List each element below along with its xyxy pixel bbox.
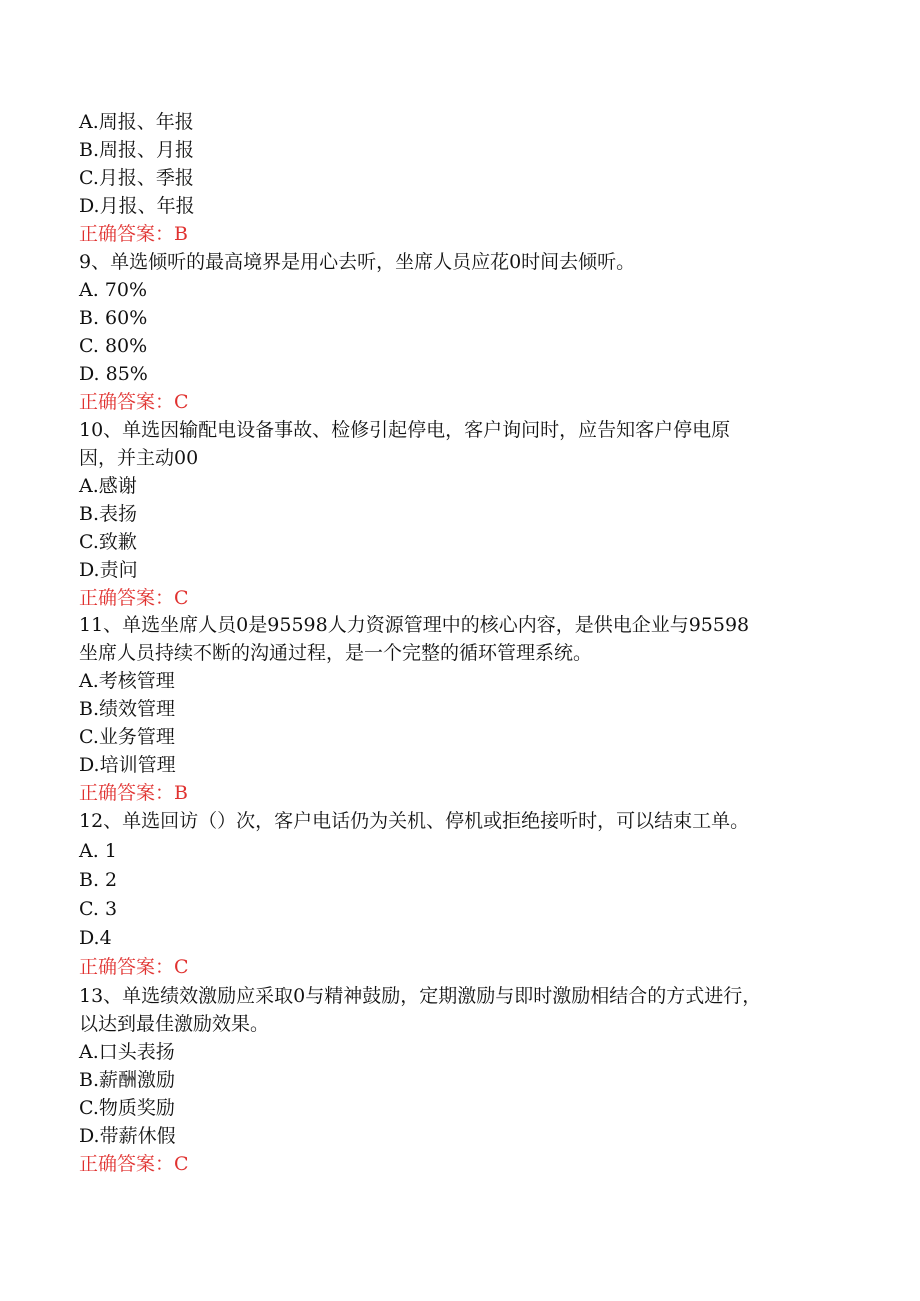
question-10-text-line-2: 因，并主动00 — [79, 447, 199, 469]
option-b: B.周报、月报 — [79, 139, 195, 161]
option-d: D.责问 — [79, 559, 138, 581]
answer-value: C — [174, 956, 189, 978]
question-13-text-line-2: 以达到最佳激励效果。 — [79, 1013, 270, 1035]
question-13-text-line-1: 13、单选绩效激励应采取0与精神鼓励，定期激励与即时激励相结合的方式进行， — [79, 985, 762, 1007]
answer-label: 正确答案： — [79, 1153, 175, 1175]
option-b: B.绩效管理 — [79, 698, 176, 720]
option-d: D. 85% — [79, 363, 148, 385]
answer-label: 正确答案： — [79, 223, 175, 245]
correct-answer — [79, 586, 189, 610]
answer-value: C — [174, 1153, 189, 1175]
answer-label: 正确答案： — [79, 782, 175, 804]
question-9-text: 9、单选倾听的最高境界是用心去听，坐席人员应花0时间去倾听。 — [79, 251, 636, 273]
option-c: C.月报、季报 — [79, 167, 194, 189]
option-a: A. 70% — [79, 279, 148, 301]
option-c: C.物质奖励 — [79, 1097, 175, 1119]
option-d: D.培训管理 — [79, 754, 176, 776]
correct-answer — [79, 1152, 189, 1176]
option-d: D.4 — [79, 927, 112, 949]
option-d: D.带薪休假 — [79, 1125, 176, 1147]
option-b: B.薪酬激励 — [79, 1069, 176, 1091]
option-c: C. 80% — [79, 335, 148, 357]
option-d: D.月报、年报 — [79, 195, 195, 217]
question-11-text-line-2: 坐席人员持续不断的沟通过程，是一个完整的循环管理系统。 — [79, 642, 593, 664]
option-a: A.口头表扬 — [79, 1041, 175, 1063]
answer-value: C — [174, 391, 189, 413]
answer-label: 正确答案： — [79, 956, 175, 978]
correct-answer — [79, 222, 188, 246]
option-a: A. 1 — [79, 840, 117, 862]
option-a: A.考核管理 — [79, 670, 175, 692]
answer-label: 正确答案： — [79, 587, 175, 609]
question-10-text-line-1: 10、单选因输配电设备事故、检修引起停电，客户询问时，应告知客户停电原 — [79, 419, 731, 441]
option-b: B.表扬 — [79, 503, 138, 525]
option-c: C.业务管理 — [79, 726, 175, 748]
option-c: C.致歉 — [79, 531, 137, 553]
answer-label: 正确答案： — [79, 391, 175, 413]
answer-value: C — [174, 587, 189, 609]
question-11-text-line-1: 11、单选坐席人员0是95598人力资源管理中的核心内容，是供电企业与95598 — [79, 614, 750, 636]
option-a: A.感谢 — [79, 475, 137, 497]
correct-answer — [79, 390, 189, 414]
option-a: A.周报、年报 — [79, 111, 194, 133]
option-b: B. 60% — [79, 307, 148, 329]
correct-answer — [79, 781, 188, 805]
question-12-text: 12、单选回访（）次，客户电话仍为关机、停机或拒绝接听时，可以结束工单。 — [79, 810, 750, 832]
option-b: B. 2 — [79, 869, 118, 891]
option-c: C. 3 — [79, 898, 118, 920]
correct-answer — [79, 955, 189, 979]
answer-value: B — [174, 782, 188, 804]
answer-value: B — [174, 223, 188, 245]
